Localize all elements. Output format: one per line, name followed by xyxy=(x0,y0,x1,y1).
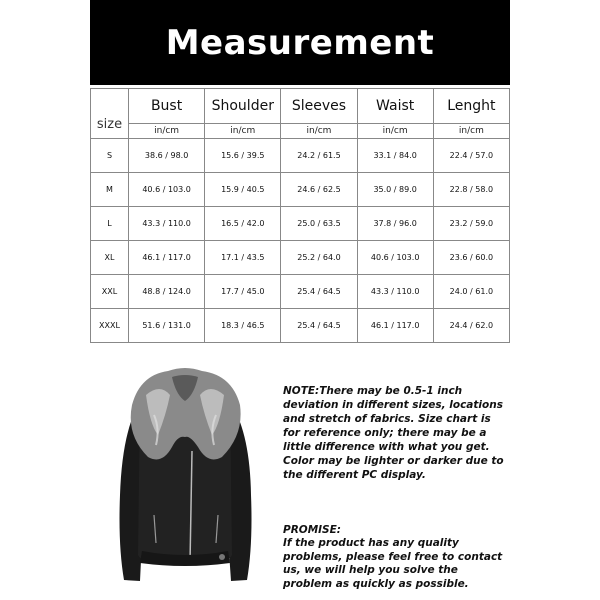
table-cell: 40.6 / 103.0 xyxy=(129,173,205,207)
unit-label: in/cm xyxy=(281,124,357,139)
table-cell: 38.6 / 98.0 xyxy=(129,139,205,173)
page-title: Measurement xyxy=(165,22,435,63)
table-cell: 23.6 / 60.0 xyxy=(433,241,509,275)
column-header: Waist xyxy=(357,89,433,124)
column-header: Sleeves xyxy=(281,89,357,124)
unit-label: in/cm xyxy=(433,124,509,139)
table-row xyxy=(91,173,510,207)
unit-label: in/cm xyxy=(357,124,433,139)
table-cell: 16.5 / 42.0 xyxy=(205,207,281,241)
title-banner xyxy=(90,0,510,85)
column-header: Shoulder xyxy=(205,89,281,124)
table-cell: 46.1 / 117.0 xyxy=(129,241,205,275)
table-cell: 37.8 / 96.0 xyxy=(357,207,433,241)
size-column-header: size xyxy=(91,89,129,139)
table-cell: 22.8 / 58.0 xyxy=(433,173,509,207)
table-cell: 18.3 / 46.5 xyxy=(205,309,281,343)
table-row xyxy=(91,309,510,343)
table-cell: 25.4 / 64.5 xyxy=(281,309,357,343)
table-header-row xyxy=(91,89,510,124)
table-row xyxy=(91,241,510,275)
table-cell: 35.0 / 89.0 xyxy=(357,173,433,207)
size-label: S xyxy=(91,139,129,173)
table-cell: 25.4 / 64.5 xyxy=(281,275,357,309)
table-cell: 17.1 / 43.5 xyxy=(205,241,281,275)
table-cell: 24.2 / 61.5 xyxy=(281,139,357,173)
promise-text: If the product has any quality problems, please feel free to contact us, we will help you solve the problem as quickly as possible. xyxy=(283,537,503,590)
size-label: M xyxy=(91,173,129,207)
table-cell: 15.9 / 40.5 xyxy=(205,173,281,207)
table-row xyxy=(91,139,510,173)
table-cell: 51.6 / 131.0 xyxy=(129,309,205,343)
table-cell: 22.4 / 57.0 xyxy=(433,139,509,173)
table-cell: 17.7 / 45.0 xyxy=(205,275,281,309)
size-label: L xyxy=(91,207,129,241)
size-label: XL xyxy=(91,241,129,275)
table-cell: 25.0 / 63.5 xyxy=(281,207,357,241)
column-header: Lenght xyxy=(433,89,509,124)
table-cell: 43.3 / 110.0 xyxy=(357,275,433,309)
table-cell: 24.4 / 62.0 xyxy=(433,309,509,343)
size-chart-table xyxy=(90,88,510,343)
column-header: Bust xyxy=(129,89,205,124)
table-cell: 48.8 / 124.0 xyxy=(129,275,205,309)
unit-label: in/cm xyxy=(205,124,281,139)
size-label: XXL xyxy=(91,275,129,309)
table-cell: 24.0 / 61.0 xyxy=(433,275,509,309)
promise-title: PROMISE: xyxy=(283,524,341,536)
note-text: NOTE:There may be 0.5-1 inch deviation in different sizes, locations and stretch of fabrics. Size chart is for reference only; there may be a little difference with what you get. Color may be lighter or darker due to the different PC display. xyxy=(283,385,504,481)
table-cell: 23.2 / 59.0 xyxy=(433,207,509,241)
unit-label: in/cm xyxy=(129,124,205,139)
size-label: XXXL xyxy=(91,309,129,343)
unit-row xyxy=(91,124,510,139)
table-cell: 46.1 / 117.0 xyxy=(357,309,433,343)
table-cell: 24.6 / 62.5 xyxy=(281,173,357,207)
product-image xyxy=(110,365,260,590)
table-cell: 43.3 / 110.0 xyxy=(129,207,205,241)
table-cell: 15.6 / 39.5 xyxy=(205,139,281,173)
table-cell: 33.1 / 84.0 xyxy=(357,139,433,173)
table-cell: 40.6 / 103.0 xyxy=(357,241,433,275)
table-row xyxy=(91,275,510,309)
table-cell: 25.2 / 64.0 xyxy=(281,241,357,275)
table-row xyxy=(91,207,510,241)
